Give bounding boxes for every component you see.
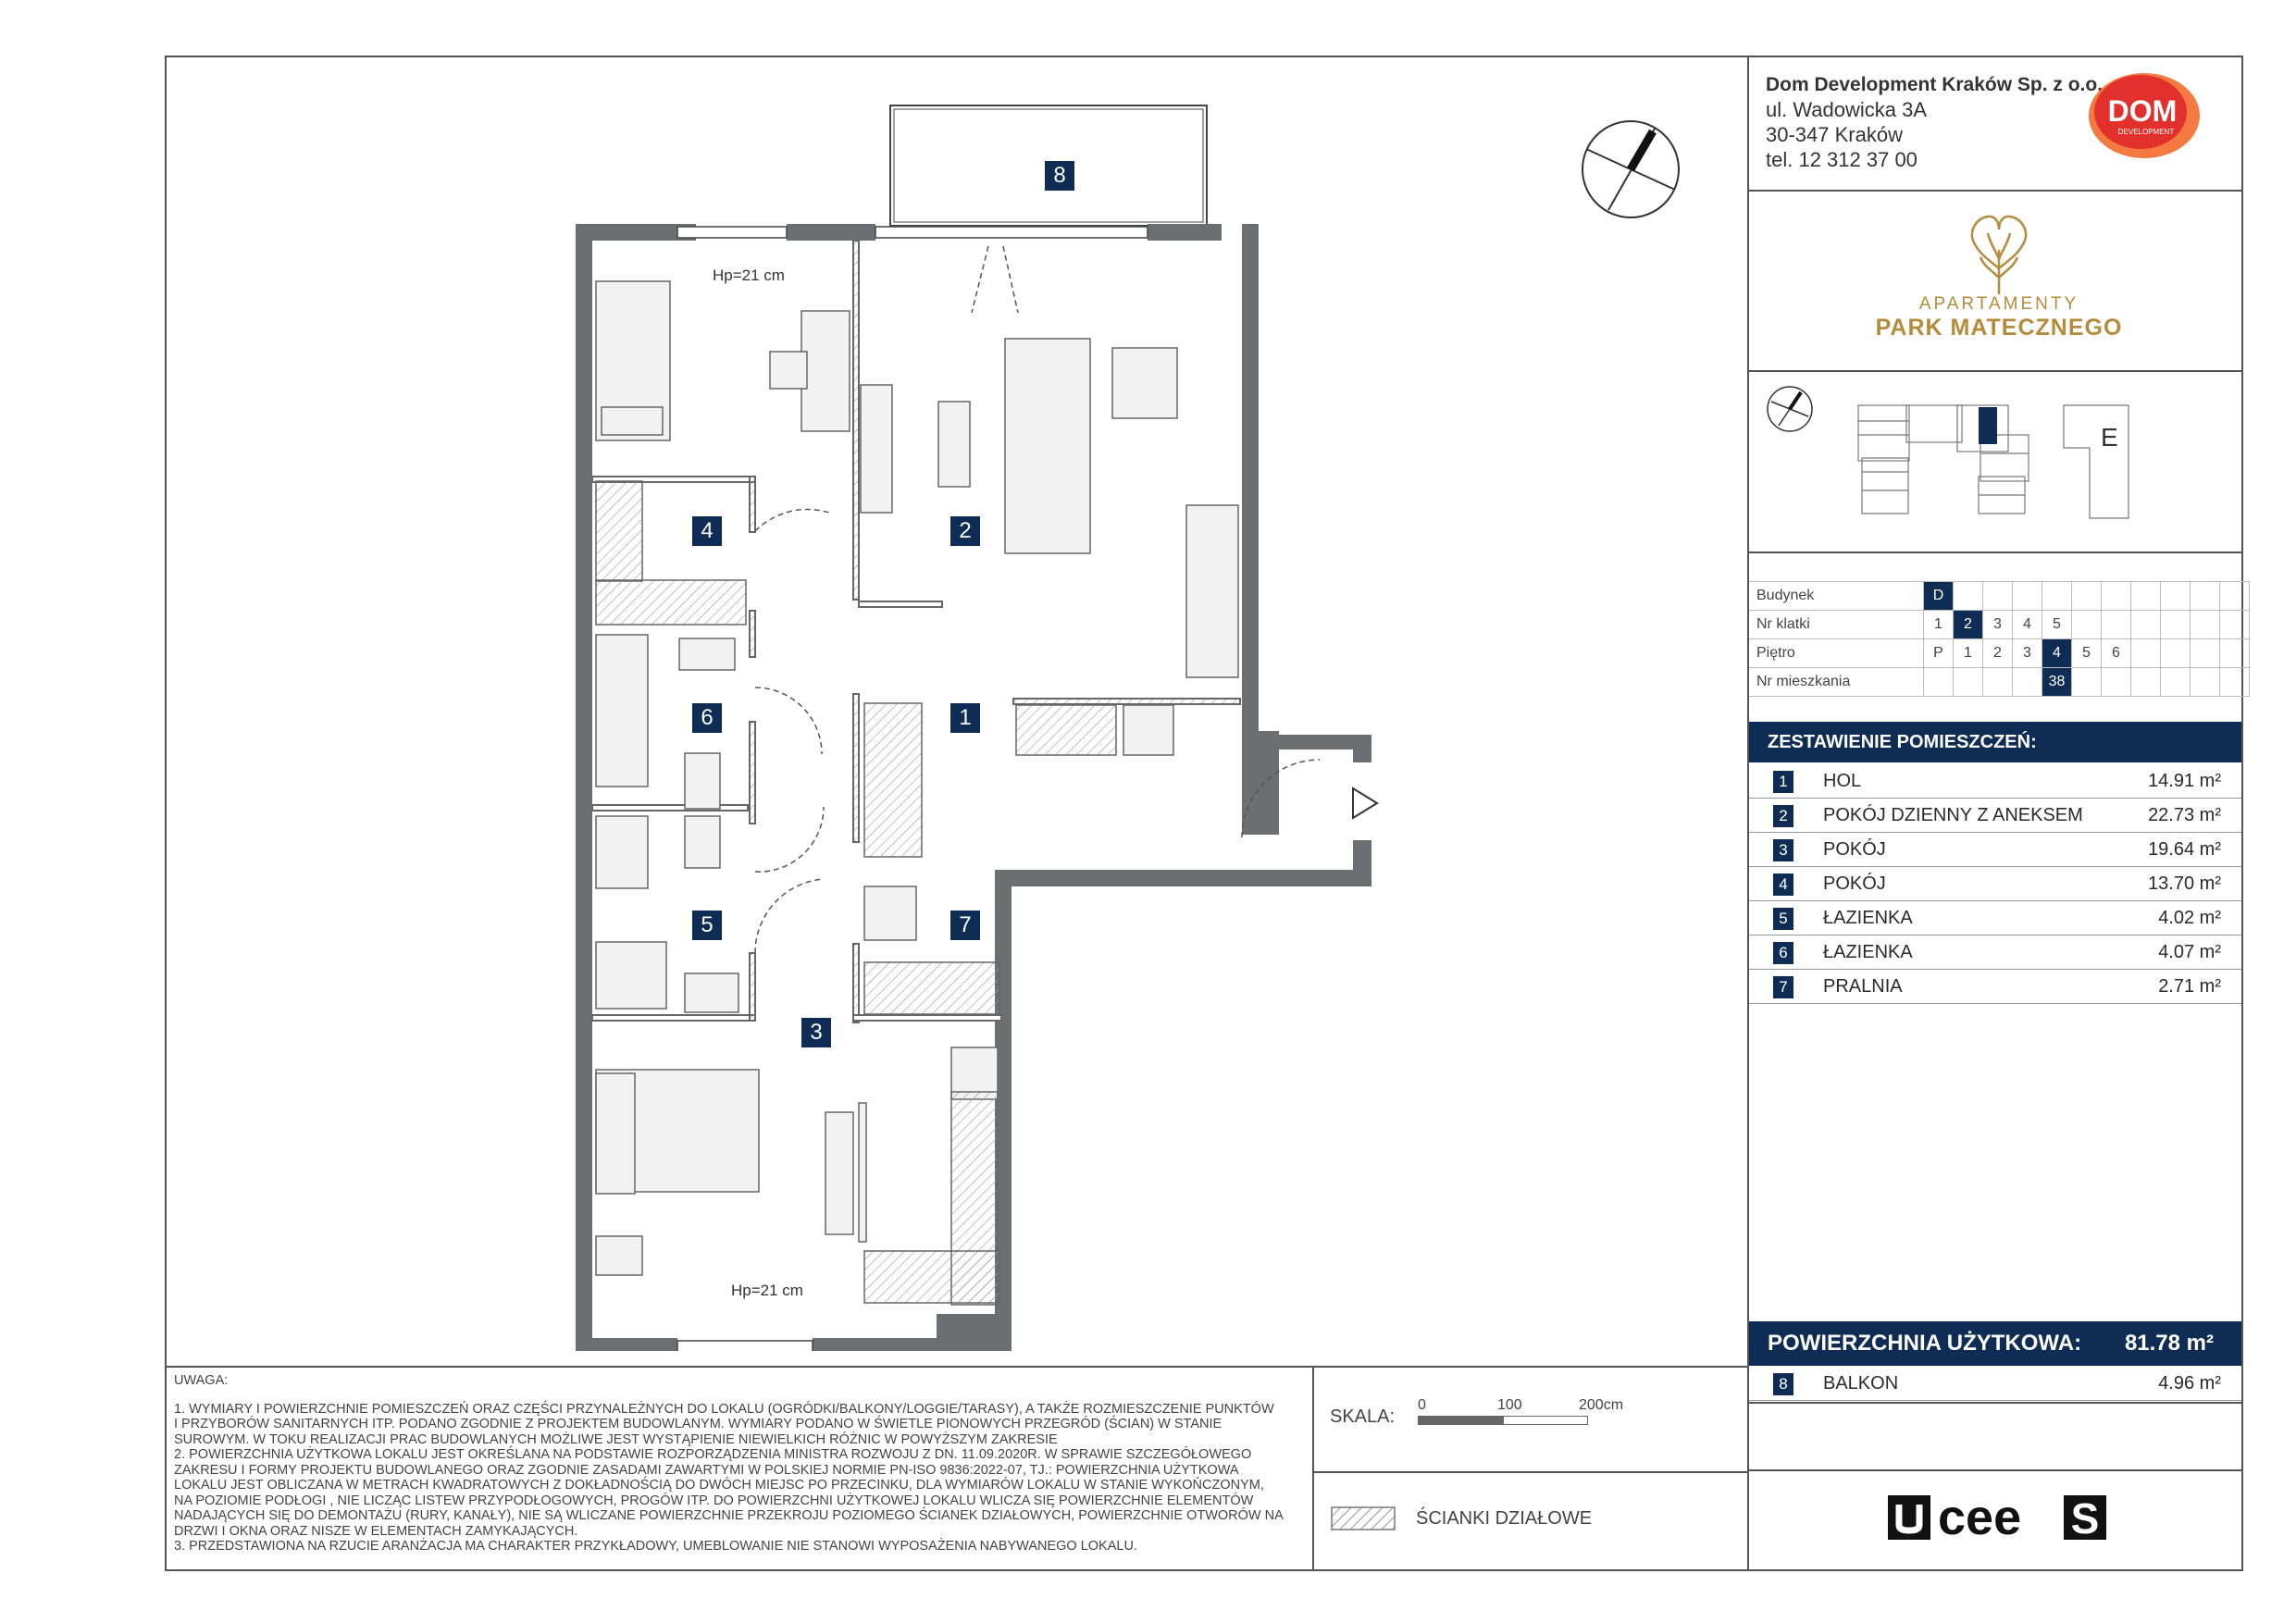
- panel-row-divider: [1749, 1402, 2243, 1404]
- stair-value: 5: [2042, 611, 2072, 639]
- room-number: 4: [1773, 873, 1793, 896]
- park-matecznego-logo: [1851, 213, 2147, 352]
- floor-value: 1: [1954, 639, 1983, 668]
- dom-logo-subtext: DEVELOPMENT: [2117, 128, 2175, 136]
- stair-row: [1749, 611, 2250, 639]
- building-outline-e: [2064, 405, 2128, 518]
- notes-line: LOKALU JEST OBLICZANA W METRACH KWADRATOWYCH Z DOKŁADNOŚCIĄ DO DWÓCH MIEJSC PO PRZECINKU, DLA WYMIARÓW LOKALU W STANIE WYKOŃCZONYM,: [174, 1478, 1264, 1493]
- room-tag-6: 6: [692, 703, 722, 733]
- hp-label-top: Hp=21 cm: [713, 266, 785, 284]
- room-row: [1749, 765, 2241, 799]
- balcony-name: BALKON: [1823, 1373, 1899, 1394]
- north-arrow-small-icon: [1768, 387, 1812, 431]
- balcony-area: 4.96 m²: [2158, 1373, 2221, 1394]
- panel-row-divider: [1749, 551, 2243, 553]
- location-table: [1749, 581, 2250, 697]
- legend-divider: [1312, 1471, 1749, 1473]
- ucees-logo: [1888, 1492, 2110, 1548]
- room-number: 2: [1773, 805, 1793, 827]
- floor-value: 6: [2102, 639, 2131, 668]
- room-name: POKÓJ DZIENNY Z ANEKSEM: [1823, 805, 2083, 825]
- room-name: POKÓJ: [1823, 873, 1886, 894]
- floor-value: P: [1924, 639, 1954, 668]
- room-area: 14.91 m²: [2148, 771, 2221, 791]
- room-number: 6: [1773, 942, 1793, 964]
- key-plan-selected-unit: [1979, 407, 1997, 444]
- room-name: POKÓJ: [1823, 839, 1886, 860]
- panel-row-divider: [1749, 370, 2243, 372]
- dom-development-logo: [2087, 68, 2212, 160]
- floor-value: 5: [2072, 639, 2102, 668]
- project-line2: PARK MATECZNEGO: [1875, 315, 2123, 341]
- scale-tick-0: 0: [1418, 1397, 1426, 1413]
- room-tag-4: 4: [692, 516, 722, 546]
- room-name: HOL: [1823, 771, 1862, 791]
- floor-row: [1749, 639, 2250, 668]
- room-number: 7: [1773, 976, 1793, 998]
- building-e-label: E: [2101, 423, 2118, 452]
- unit-row: [1749, 668, 2250, 697]
- unit-number: 38: [2042, 668, 2072, 697]
- notes-line: SUROWYM. W TOKU REALIZACJI PRAC BUDOWLANYCH MOŻLIWE JEST WYSTĄPIENIE NIEWIELKICH RÓŻNIC W POWYŻSZYM ZAKRESIE: [174, 1431, 1058, 1447]
- building-value: D: [1924, 582, 1954, 611]
- balcony-number: 8: [1773, 1373, 1793, 1395]
- scale-bar-light: [1503, 1416, 1588, 1425]
- company-city: 30-347 Kraków: [1766, 123, 1903, 146]
- company-phone: tel. 12 312 37 00: [1766, 148, 1917, 171]
- room-number: 1: [1773, 771, 1793, 793]
- notes-line: NADAJĄCYCH SIĘ DO DEMONTAŻU (RURY, KANAŁY), NIE SĄ WLICZANE POWIERZCHNIE PRZEKROJU POZIOMEGO ŚCIANEK DZIAŁOWYCH, POWIERZCHNIE OTWORÓW NA: [174, 1508, 1284, 1523]
- notes-line: NA POZIOMIE PODŁOGI , NIE LICZĄC LISTEW PRZYPODŁOGOWYCH, PROGÓW ITP. DO POWIERZCHNI UŻYTKOWEJ LOKALU WLICZA SIĘ POWIERZCHNIE ELEMENTÓW: [174, 1493, 1254, 1508]
- room-tag-3: 3: [801, 1018, 831, 1047]
- project-line1: APARTAMENTY: [1918, 294, 2079, 314]
- room-row: [1749, 868, 2241, 901]
- room-row: [1749, 799, 2241, 833]
- unit-label: Nr mieszkania: [1749, 668, 1924, 697]
- room-number: 3: [1773, 839, 1793, 861]
- notes-line: I PRZYBORÓW SANITARNYCH ITP. PODANO ZGODNIE Z PROJEKTEM BUDOWLANYM. WYMIARY PODANO W ŚWIETLE PIONOWYCH PRZEGRÓD (ŚCIAN) W STANIE: [174, 1417, 1222, 1431]
- building-outline-d: [1858, 405, 2029, 514]
- hatch-legend-icon: [1331, 1506, 1396, 1530]
- room-row: [1749, 971, 2241, 1004]
- building-row: [1749, 582, 2250, 611]
- notes-divider: [165, 1366, 1749, 1368]
- notes-line: 3. PRZEDSTAWIONA NA RZUCIE ARANŻACJA MA CHARAKTER PRZYKŁADOWY, UMEBLOWANIE NIE STANOWI WYPOSAŻENIA NABYWANEGO LOKALU.: [174, 1539, 1137, 1554]
- north-arrow-icon: [1573, 116, 1694, 227]
- room-tag-8: 8: [1045, 161, 1074, 191]
- svg-text:S: S: [2070, 1494, 2100, 1542]
- building-label: Budynek: [1749, 582, 1924, 611]
- scale-label: SKALA:: [1330, 1406, 1396, 1427]
- stair-value: 2: [1954, 611, 1983, 639]
- room-area: 22.73 m²: [2148, 805, 2221, 825]
- key-plan: [1758, 379, 2240, 546]
- hp-label-bottom: Hp=21 cm: [731, 1282, 803, 1299]
- room-area: 13.70 m²: [2148, 873, 2221, 894]
- legend-label: ŚCIANKI DZIAŁOWE: [1416, 1508, 1593, 1529]
- company-street: ul. Wadowicka 3A: [1766, 98, 1928, 121]
- stair-value: 3: [1983, 611, 2013, 639]
- room-area: 2.71 m²: [2158, 976, 2221, 997]
- svg-text:cee: cee: [1938, 1492, 2022, 1543]
- total-area-label: POWIERZCHNIA UŻYTKOWA:: [1768, 1331, 2082, 1356]
- scale-divider: [1312, 1366, 1314, 1571]
- scale-bar-dark: [1418, 1416, 1503, 1425]
- room-tag-5: 5: [692, 911, 722, 940]
- notes-line: ZAKRESU I FORMY PROJEKTU BUDOWLANEGO ORAZ ZGODNIE ZASADAMI ZAWARTYMI W POLSKIEJ NORMIE PN-ISO 9836:2022-07, TJ.: POWIERZCHNIA UŻYTKOWA: [174, 1462, 1239, 1478]
- scale-tick-100: 100: [1497, 1397, 1522, 1413]
- dom-logo-text: DOM: [2107, 94, 2178, 128]
- notes-line: 1. WYMIARY I POWIERZCHNIE POMIESZCZEŃ ORAZ CZĘŚCI PRZYNALEŻNYCH DO LOKALU (OGRÓDKI/BALKONY/LOGGIE/TARASY), A TAKŻE ROZMIESZCZENIE PUNKTÓW: [174, 1401, 1274, 1417]
- room-area: 4.07 m²: [2158, 942, 2221, 962]
- room-name: PRALNIA: [1823, 976, 1903, 997]
- room-area: 4.02 m²: [2158, 908, 2221, 928]
- room-area: 19.64 m²: [2148, 839, 2221, 860]
- notes-title: UWAGA:: [174, 1373, 229, 1388]
- furniture: [596, 281, 1238, 1305]
- total-area-bar: [1749, 1321, 2241, 1366]
- room-row: [1749, 936, 2241, 970]
- total-area-value: 81.78 m²: [2124, 1331, 2214, 1356]
- room-tag-2: 2: [950, 516, 980, 546]
- floor-value: 2: [1983, 639, 2013, 668]
- notes: [174, 1373, 1292, 1555]
- floor-value: 4: [2042, 639, 2072, 668]
- scale-tick-200: 200cm: [1579, 1397, 1624, 1413]
- room-name: ŁAZIENKA: [1823, 908, 1913, 928]
- rooms-title: ZESTAWIENIE POMIESZCZEŃ:: [1749, 722, 2241, 762]
- room-row: [1749, 902, 2241, 935]
- entrance-arrow-icon: [1353, 788, 1377, 818]
- balcony-row: [1749, 1368, 2241, 1401]
- stair-label: Nr klatki: [1749, 611, 1924, 639]
- floor-label: Piętro: [1749, 639, 1924, 668]
- room-tag-7: 7: [950, 911, 980, 940]
- floor-value: 3: [2013, 639, 2042, 668]
- room-number: 5: [1773, 908, 1793, 930]
- floor-plan: [555, 93, 1407, 1351]
- notes-line: DRZWI I OKNA ORAZ NISZE W ELEMENTACH ZAMYKAJĄCYCH.: [174, 1523, 578, 1539]
- notes-line: 2. POWIERZCHNIA UŻYTKOWA LOKALU JEST OKREŚLANA NA PODSTAWIE ROZPORZĄDZENIA MINISTRA ROZWOJU Z DN. 11.09.2020R. W SPRAWIE SZCZEGÓŁOWEGO: [174, 1447, 1252, 1462]
- panel-row-divider: [1749, 190, 2243, 192]
- stair-value: 1: [1924, 611, 1954, 639]
- room-tag-1: 1: [950, 703, 980, 733]
- stair-value: 4: [2013, 611, 2042, 639]
- company-address: [1766, 72, 2103, 172]
- panel-row-divider: [1749, 1469, 2243, 1471]
- room-row: [1749, 834, 2241, 867]
- room-name: ŁAZIENKA: [1823, 942, 1913, 962]
- company-name: Dom Development Kraków Sp. z o.o.: [1766, 74, 2104, 95]
- tree-icon: [1960, 213, 2038, 296]
